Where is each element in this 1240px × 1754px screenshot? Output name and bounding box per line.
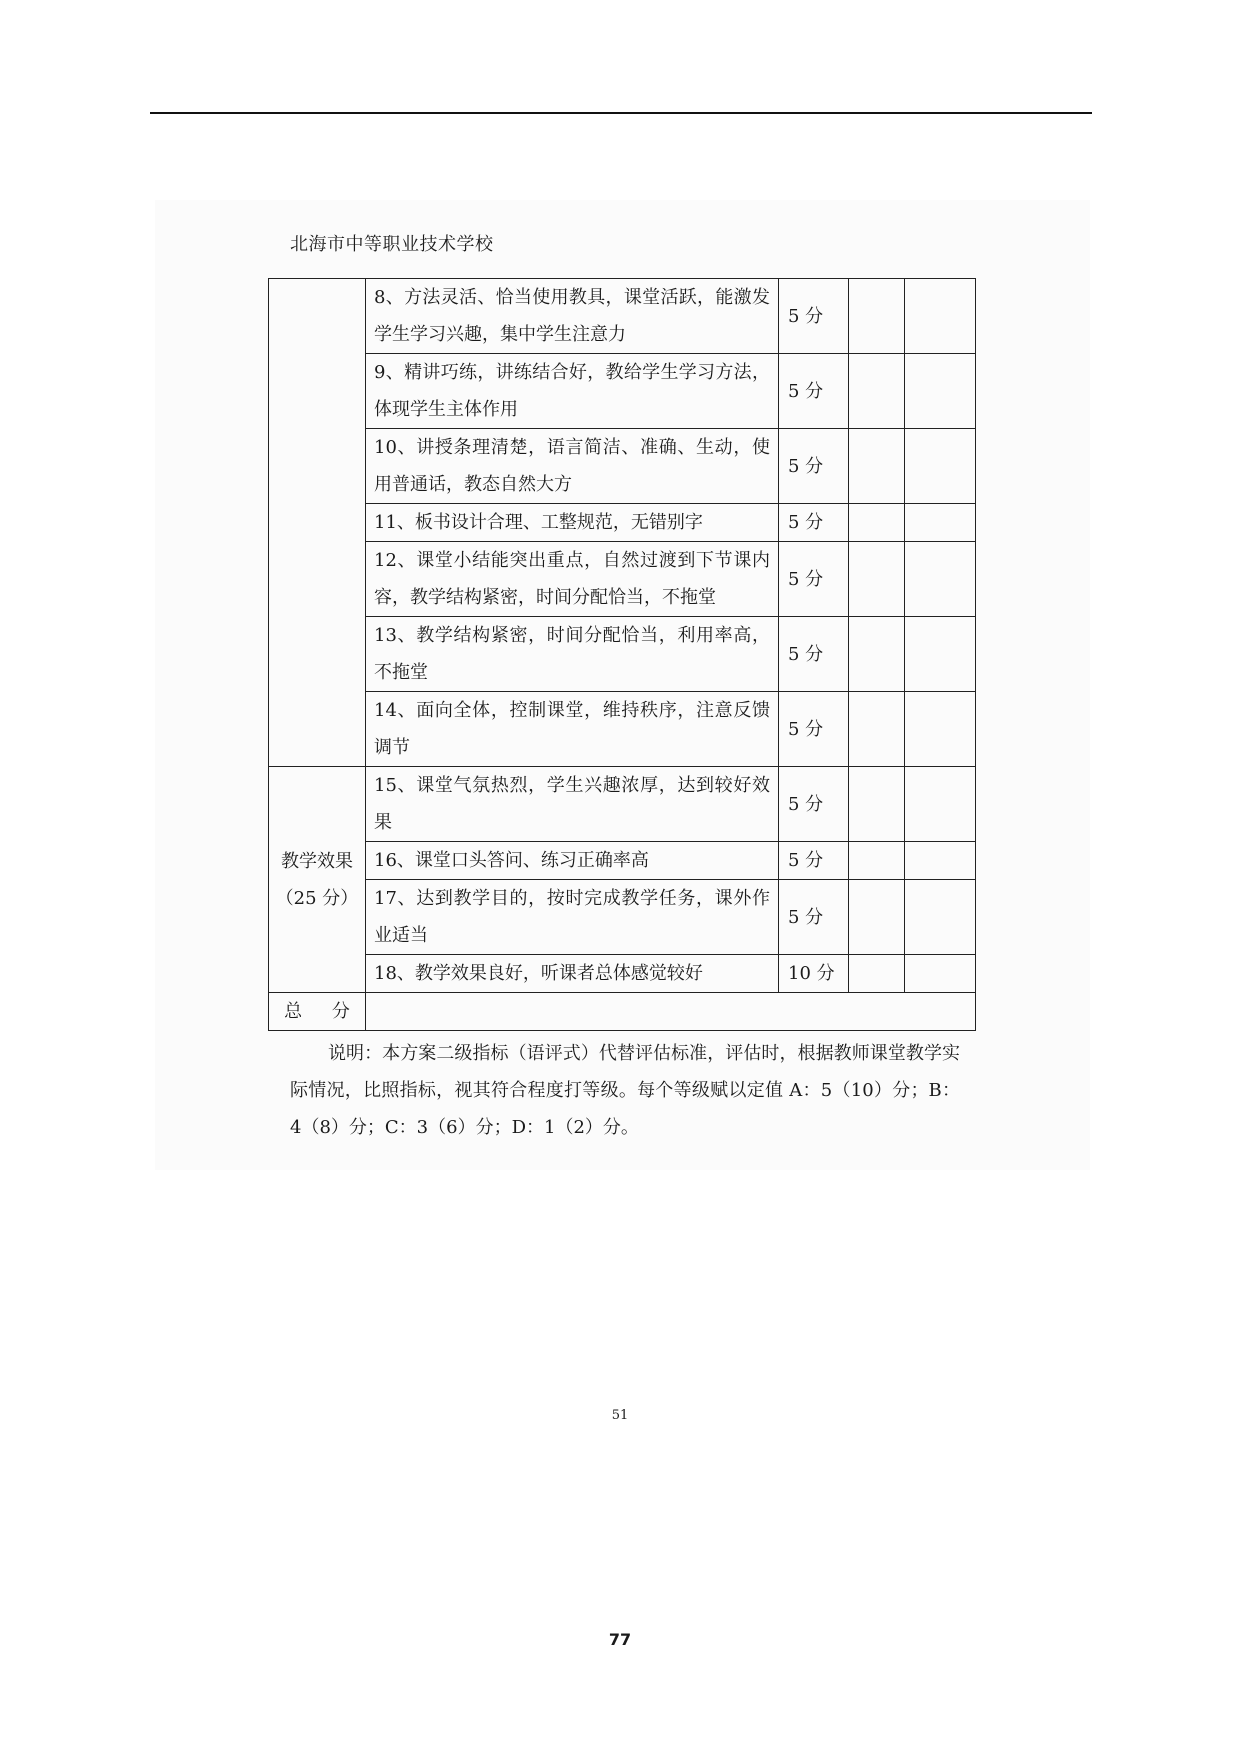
criterion-text: 16、课堂口头答问、练习正确率高: [366, 842, 779, 880]
grade-cell[interactable]: [849, 542, 905, 617]
max-score: 5 分: [779, 880, 849, 955]
criterion-text: 15、课堂气氛热烈，学生兴趣浓厚，达到较好效果: [366, 767, 779, 842]
max-score: 10 分: [779, 955, 849, 993]
grade-cell[interactable]: [905, 279, 976, 354]
max-score: 5 分: [779, 542, 849, 617]
max-score: 5 分: [779, 429, 849, 504]
table-row: [269, 542, 976, 617]
max-score: 5 分: [779, 692, 849, 767]
table-row: [269, 880, 976, 955]
total-score-cell[interactable]: [366, 993, 976, 1031]
grade-cell[interactable]: [849, 279, 905, 354]
grade-cell[interactable]: [905, 617, 976, 692]
grade-cell[interactable]: [849, 429, 905, 504]
grade-cell[interactable]: [849, 842, 905, 880]
grade-cell[interactable]: [849, 354, 905, 429]
max-score: 5 分: [779, 354, 849, 429]
inner-page-number: 51: [611, 1408, 629, 1423]
grade-cell[interactable]: [905, 504, 976, 542]
grade-cell[interactable]: [905, 429, 976, 504]
criterion-text: 13、教学结构紧密，时间分配恰当，利用率高，不拖堂: [366, 617, 779, 692]
total-label: 总 分: [269, 993, 366, 1031]
criterion-text: 17、达到教学目的，按时完成教学任务，课外作业适当: [366, 880, 779, 955]
table-row: [269, 955, 976, 993]
criterion-text: 11、板书设计合理、工整规范，无错别字: [366, 504, 779, 542]
criterion-text: 12、课堂小结能突出重点，自然过渡到下节课内容，教学结构紧密，时间分配恰当，不拖堂: [366, 542, 779, 617]
max-score: 5 分: [779, 617, 849, 692]
grade-cell[interactable]: [905, 955, 976, 993]
school-name: 北海市中等职业技术学校: [290, 234, 494, 255]
criterion-text: 8、方法灵活、恰当使用教具，课堂活跃，能激发学生学习兴趣，集中学生注意力: [366, 279, 779, 354]
table-row: [269, 429, 976, 504]
header-rule: [150, 112, 1092, 114]
grade-cell[interactable]: [905, 542, 976, 617]
evaluation-table: [268, 278, 976, 1031]
category-points: （25 分）: [275, 887, 359, 909]
table-row: [269, 767, 976, 842]
table-row: [269, 354, 976, 429]
grade-cell[interactable]: [849, 880, 905, 955]
max-score: 5 分: [779, 504, 849, 542]
table-row: [269, 504, 976, 542]
page-number: 77: [608, 1630, 632, 1649]
max-score: 5 分: [779, 767, 849, 842]
grade-cell[interactable]: [905, 842, 976, 880]
table-row: [269, 617, 976, 692]
grade-cell[interactable]: [849, 692, 905, 767]
table-row: [269, 279, 976, 354]
grade-cell[interactable]: [905, 880, 976, 955]
table-row: [269, 842, 976, 880]
grade-cell[interactable]: [905, 692, 976, 767]
grade-cell[interactable]: [849, 617, 905, 692]
grade-cell[interactable]: [905, 767, 976, 842]
grade-cell[interactable]: [849, 767, 905, 842]
grade-cell[interactable]: [849, 504, 905, 542]
max-score: 5 分: [779, 279, 849, 354]
category-cell-continued: [269, 279, 366, 767]
criterion-text: 18、教学效果良好，听课者总体感觉较好: [366, 955, 779, 993]
explanation-note: 说明：本方案二级指标（语评式）代替评估标准，评估时，根据教师课堂教学实际情况，比照指标，视其符合程度打等级。每个等级赋以定值 A：5（10）分；B：4（8）分；C：3（6）分；D：1（2）分。: [290, 1043, 960, 1138]
grade-cell[interactable]: [849, 955, 905, 993]
table-row: [269, 692, 976, 767]
max-score: 5 分: [779, 842, 849, 880]
criterion-text: 10、讲授条理清楚，语言简洁、准确、生动，使用普通话，教态自然大方: [366, 429, 779, 504]
total-row: [269, 993, 976, 1031]
category-title: 教学效果: [281, 850, 353, 872]
criterion-text: 9、精讲巧练，讲练结合好，教给学生学习方法，体现学生主体作用: [366, 354, 779, 429]
grade-cell[interactable]: [905, 354, 976, 429]
criterion-text: 14、面向全体，控制课堂，维持秩序，注意反馈调节: [366, 692, 779, 767]
category-cell: [269, 767, 366, 993]
